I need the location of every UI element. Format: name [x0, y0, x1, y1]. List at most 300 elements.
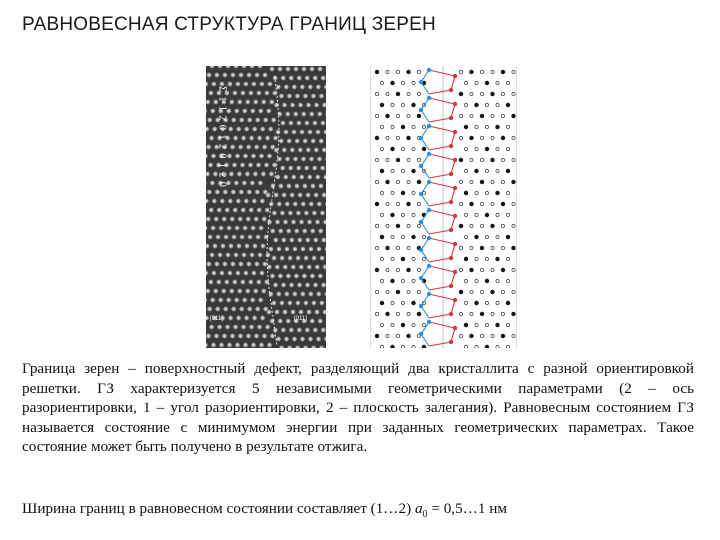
micrograph-atom-column	[304, 75, 310, 81]
lattice-atom-open	[401, 147, 404, 150]
micrograph-atom-column	[265, 252, 271, 258]
boundary-atom	[427, 320, 431, 324]
micrograph-atom-column	[248, 279, 254, 285]
micrograph-atom-column	[242, 153, 248, 159]
micrograph-atom-column	[269, 66, 275, 72]
lattice-atom-filled	[396, 290, 400, 294]
lattice-atom-open	[386, 136, 389, 139]
micrograph-atom-column	[215, 306, 221, 312]
micrograph-atom-column	[317, 66, 323, 72]
lattice-atom-filled	[475, 235, 479, 239]
micrograph-atom-column	[214, 72, 220, 78]
micrograph-atom-column	[238, 261, 244, 267]
lattice-atom-open	[375, 224, 378, 227]
micrograph-atom-column	[230, 261, 236, 267]
micrograph-atom-column	[296, 282, 302, 288]
lattice-atom-open	[375, 180, 378, 183]
lattice-atom-open	[396, 114, 399, 117]
lattice-atom-open	[401, 169, 404, 172]
lattice-atom-filled	[391, 147, 395, 151]
micrograph-atom-column	[282, 219, 288, 225]
lattice-atom-filled	[401, 191, 405, 195]
micrograph-atom-column	[315, 336, 321, 342]
micrograph-atom-column	[284, 156, 290, 162]
lattice-atom-open	[417, 268, 420, 271]
micrograph-atom-column	[211, 270, 217, 276]
micrograph-atom-column	[274, 309, 280, 315]
lattice-atom-open	[501, 224, 504, 227]
lattice-atom-open	[496, 81, 499, 84]
lattice-atom-filled	[412, 103, 416, 107]
lattice-atom-open	[480, 334, 483, 337]
micrograph-atom-column	[277, 66, 283, 72]
lattice-atom-open	[491, 180, 494, 183]
boundary-atom	[453, 102, 457, 106]
micrograph-atom-column	[300, 156, 306, 162]
micrograph-atom-column	[294, 93, 300, 99]
lattice-atom-open	[391, 103, 394, 106]
micrograph-atom-column	[287, 255, 293, 261]
micrograph-atom-column	[291, 84, 297, 90]
lattice-atom-filled	[380, 235, 384, 239]
lattice-atom-open	[459, 268, 462, 271]
micrograph-atom-column	[249, 252, 255, 258]
micrograph-atom-column	[220, 243, 226, 249]
micrograph-atom-column	[218, 342, 224, 348]
lattice-atom-filled	[512, 180, 516, 184]
micrograph-atom-column	[241, 180, 247, 186]
micrograph-right-direction-label: [011]	[294, 316, 307, 322]
micrograph-atom-column	[303, 300, 309, 306]
lattice-atom-open	[386, 92, 389, 95]
lattice-atom-filled	[380, 169, 384, 173]
lattice-atom-open	[512, 202, 515, 205]
micrograph-atom-column	[246, 72, 252, 78]
micrograph-atom-column	[309, 318, 315, 324]
lattice-atom-open	[475, 125, 478, 128]
lattice-atom-open	[512, 268, 515, 271]
lattice-atom-open	[501, 180, 504, 183]
micrograph-atom-column	[251, 270, 257, 276]
micrograph-atom-column	[240, 324, 246, 330]
micrograph-atom-column	[277, 273, 283, 279]
micrograph-atom-column	[312, 327, 318, 333]
micrograph-atom-column	[243, 315, 249, 321]
lattice-atom-filled	[375, 202, 379, 206]
lattice-atom-open	[401, 345, 404, 348]
lattice-atom-open	[401, 81, 404, 84]
micrograph-atom-column	[206, 261, 212, 267]
micrograph-atom-column	[271, 210, 277, 216]
micrograph-atom-column	[210, 342, 216, 348]
micrograph-atom-column	[241, 252, 247, 258]
lattice-atom-open	[375, 158, 378, 161]
lattice-atom-filled	[422, 147, 426, 151]
micrograph-atom-column	[284, 201, 290, 207]
micrograph-atom-column	[229, 216, 235, 222]
lattice-atom-open	[470, 114, 473, 117]
lattice-atom-open	[396, 246, 399, 249]
lattice-atom-open	[491, 202, 494, 205]
micrograph-atom-column	[247, 162, 253, 168]
micrograph-atom-column	[318, 228, 324, 234]
micrograph-atom-column	[267, 81, 273, 87]
micrograph-atom-column	[230, 72, 236, 78]
micrograph-atom-column	[313, 102, 319, 108]
lattice-atom-filled	[480, 180, 484, 184]
lattice-atom-open	[386, 202, 389, 205]
micrograph-atom-column	[208, 207, 214, 213]
boundary-atom	[449, 256, 453, 260]
micrograph-atom-column	[282, 264, 288, 270]
micrograph-atom-column	[279, 255, 285, 261]
lattice-atom-open	[501, 114, 504, 117]
micrograph-atom-column	[259, 270, 265, 276]
lattice-atom-filled	[485, 279, 489, 283]
boundary-atom	[449, 200, 453, 204]
micrograph-atom-column	[313, 237, 319, 243]
micrograph-atom-column	[297, 102, 303, 108]
micrograph-atom-column	[304, 165, 310, 171]
micrograph-atom-column	[309, 273, 315, 279]
micrograph-atom-column	[257, 252, 263, 258]
lattice-atom-open	[396, 202, 399, 205]
micrograph-atom-column	[281, 192, 287, 198]
micrograph-atom-column	[252, 126, 258, 132]
micrograph-atom-column	[302, 93, 308, 99]
micrograph-atom-column	[280, 120, 286, 126]
lattice-atom-filled	[459, 290, 463, 294]
lattice-atom-open	[464, 279, 467, 282]
micrograph-atom-column	[314, 264, 320, 270]
lattice-atom-filled	[485, 213, 489, 217]
micrograph-atom-column	[237, 333, 243, 339]
micrograph-atom-column	[269, 333, 275, 339]
boundary-atom	[419, 192, 423, 196]
micrograph-atom-column	[294, 228, 300, 234]
micrograph-atom-column	[256, 90, 262, 96]
micrograph-atom-column	[280, 75, 286, 81]
micrograph-atom-column	[285, 318, 291, 324]
lattice-atom-filled	[485, 345, 489, 348]
lattice-atom-filled	[375, 334, 379, 338]
micrograph-atom-column	[246, 189, 252, 195]
micrograph-atom-column	[221, 216, 227, 222]
micrograph-atom-column	[293, 111, 299, 117]
micrograph-atom-column	[291, 336, 297, 342]
micrograph-atom-column	[218, 225, 224, 231]
micrograph-atom-column	[245, 99, 251, 105]
micrograph-atom-column	[293, 273, 299, 279]
micrograph-atom-column	[274, 264, 280, 270]
micrograph-atom-column	[265, 192, 271, 198]
lattice-atom-filled	[501, 70, 505, 74]
lattice-atom-filled	[375, 70, 379, 74]
lattice-atom-open	[475, 213, 478, 216]
micrograph-atom-column	[254, 261, 260, 267]
micrograph-atom-column	[283, 336, 289, 342]
micrograph-atom-column	[315, 84, 321, 90]
lattice-atom-filled	[496, 191, 500, 195]
lattice-atom-open	[506, 323, 509, 326]
lattice-atom-open	[491, 334, 494, 337]
boundary-atom	[453, 74, 457, 78]
lattice-atom-open	[501, 246, 504, 249]
micrograph-atom-column	[255, 234, 261, 240]
micrograph-atom-column	[316, 156, 322, 162]
micrograph-atom-column	[286, 228, 292, 234]
micrograph-atom-column	[317, 318, 323, 324]
lattice-atom-open	[496, 213, 499, 216]
micrograph-atom-column	[228, 171, 234, 177]
micrograph-atom-column	[283, 129, 289, 135]
boundary-atom	[449, 312, 453, 316]
lattice-atom-open	[480, 136, 483, 139]
lattice-atom-filled	[485, 81, 489, 85]
micrograph-atom-column	[260, 171, 266, 177]
micrograph-atom-column	[221, 288, 227, 294]
micrograph-atom-column	[285, 111, 291, 117]
micrograph-atom-column	[301, 111, 307, 117]
lattice-atom-filled	[386, 246, 390, 250]
micrograph-atom-column	[289, 237, 295, 243]
lattice-atom-filled	[512, 312, 516, 316]
lattice-atom-open	[485, 235, 488, 238]
micrograph-atom-column	[207, 306, 213, 312]
lattice-atom-open	[401, 279, 404, 282]
grain-boundary-lattice-diagram	[370, 66, 517, 348]
micrograph-atom-column	[254, 189, 260, 195]
micrograph-atom-column	[232, 279, 238, 285]
micrograph-atom-column	[208, 324, 214, 330]
micrograph-atom-column	[279, 210, 285, 216]
micrograph-atom-column	[207, 234, 213, 240]
micrograph-atom-column	[305, 237, 311, 243]
micrograph-atom-column	[264, 90, 270, 96]
micrograph-atom-column	[243, 198, 249, 204]
micrograph-atom-column	[310, 228, 316, 234]
micrograph-atom-column	[271, 255, 277, 261]
boundary-atom	[449, 228, 453, 232]
micrograph-atom-column	[270, 228, 276, 234]
micrograph-atom-column	[285, 66, 291, 72]
micrograph-atom-column	[227, 81, 233, 87]
lattice-atom-open	[491, 114, 494, 117]
lattice-atom-open	[412, 81, 415, 84]
micrograph-atom-column	[291, 129, 297, 135]
lattice-atom-filled	[407, 202, 411, 206]
lattice-atom-filled	[491, 290, 495, 294]
lattice-atom-open	[470, 246, 473, 249]
micrograph-atom-column	[239, 306, 245, 312]
lattice-atom-filled	[401, 257, 405, 261]
micrograph-atom-column	[224, 207, 230, 213]
micrograph-atom-column	[313, 192, 319, 198]
boundary-atom	[427, 124, 431, 128]
micrograph-atom-column	[253, 99, 259, 105]
micrograph-atom-column	[213, 333, 219, 339]
micrograph-atom-column	[250, 153, 256, 159]
micrograph-atom-column	[299, 174, 305, 180]
micrograph-atom-column	[320, 120, 326, 126]
micrograph-atom-column	[305, 102, 311, 108]
micrograph-atom-column	[251, 81, 257, 87]
micrograph-atom-column	[226, 225, 232, 231]
micrograph-atom-column	[232, 324, 238, 330]
lattice-atom-open	[496, 103, 499, 106]
boundary-atom	[449, 172, 453, 176]
micrograph-atom-column	[224, 279, 230, 285]
lattice-atom-open	[485, 257, 488, 260]
micrograph-atom-column	[309, 111, 315, 117]
micrograph-atom-column	[244, 171, 250, 177]
micrograph-atom-column	[209, 252, 215, 258]
micrograph-atom-column	[269, 273, 275, 279]
micrograph-atom-column	[227, 315, 233, 321]
micrograph-atom-column	[255, 162, 261, 168]
micrograph-atom-column	[222, 72, 228, 78]
micrograph-atom-column	[208, 135, 214, 141]
lattice-atom-open	[417, 70, 420, 73]
micrograph-atom-column	[234, 297, 240, 303]
micrograph-atom-column	[272, 282, 278, 288]
lattice-atom-filled	[506, 169, 510, 173]
lattice-atom-filled	[512, 246, 516, 250]
micrograph-atom-column	[304, 282, 310, 288]
micrograph-atom-column	[319, 210, 325, 216]
micrograph-atom-column	[295, 210, 301, 216]
micrograph-atom-column	[296, 120, 302, 126]
lattice-diagram-graphic	[371, 66, 516, 348]
micrograph-atom-column	[227, 198, 233, 204]
micrograph-atom-column	[290, 309, 296, 315]
micrograph-atom-column	[252, 171, 258, 177]
lattice-atom-filled	[391, 81, 395, 85]
lattice-atom-open	[470, 312, 473, 315]
micrograph-atom-column	[278, 93, 284, 99]
micrograph-atom-column	[299, 129, 305, 135]
lattice-atom-filled	[396, 92, 400, 96]
lattice-atom-filled	[491, 224, 495, 228]
micrograph-atom-column	[233, 180, 239, 186]
boundary-atom	[453, 130, 457, 134]
micrograph-atom-column	[308, 201, 314, 207]
micrograph-atom-column	[258, 297, 264, 303]
lattice-atom-open	[407, 92, 410, 95]
lattice-atom-open	[412, 147, 415, 150]
micrograph-atom-column	[259, 315, 265, 321]
lattice-atom-filled	[407, 334, 411, 338]
micrograph-atom-column	[258, 225, 264, 231]
lattice-atom-filled	[491, 92, 495, 96]
micrograph-atom-column	[219, 270, 225, 276]
lattice-atom-open	[380, 279, 383, 282]
micrograph-atom-column	[242, 225, 248, 231]
lattice-atom-filled	[391, 345, 395, 348]
lattice-atom-open	[464, 81, 467, 84]
micrograph-atom-column	[311, 300, 317, 306]
boundary-atom	[427, 264, 431, 268]
lattice-atom-open	[464, 169, 467, 172]
lattice-atom-open	[496, 301, 499, 304]
micrograph-atom-column	[237, 216, 243, 222]
micrograph-atom-column	[246, 261, 252, 267]
micrograph-atom-column	[229, 99, 235, 105]
lattice-atom-filled	[480, 114, 484, 118]
lattice-atom-open	[412, 257, 415, 260]
micrograph-atom-column	[309, 66, 315, 72]
boundary-atom	[419, 80, 423, 84]
lattice-atom-filled	[412, 169, 416, 173]
lattice-atom-open	[422, 323, 425, 326]
micrograph-atom-column	[272, 135, 278, 141]
micrograph-atom-column	[289, 147, 295, 153]
micrograph-atom-column	[207, 162, 213, 168]
micrograph-atom-column	[255, 306, 261, 312]
micrograph-atom-column	[298, 219, 304, 225]
micrograph-atom-column	[250, 342, 256, 348]
lattice-atom-filled	[417, 180, 421, 184]
lattice-atom-filled	[496, 257, 500, 261]
micrograph-atom-column	[308, 156, 314, 162]
micrograph-atom-column	[295, 255, 301, 261]
micrograph-atom-column	[277, 111, 283, 117]
micrograph-atom-column	[286, 183, 292, 189]
lattice-atom-filled	[391, 279, 395, 283]
micrograph-atom-column	[315, 174, 321, 180]
micrograph-atom-column	[306, 219, 312, 225]
micrograph-atom-column	[273, 102, 279, 108]
micrograph-atom-column	[313, 147, 319, 153]
boundary-atom	[419, 248, 423, 252]
micrograph-atom-column	[286, 138, 292, 144]
lattice-atom-open	[475, 257, 478, 260]
lattice-atom-filled	[496, 323, 500, 327]
lattice-atom-open	[375, 114, 378, 117]
micrograph-atom-column	[231, 162, 237, 168]
boundary-atom	[453, 186, 457, 190]
micrograph-atom-column	[253, 144, 259, 150]
boundary-atom	[419, 276, 423, 280]
micrograph-atom-column	[285, 273, 291, 279]
micrograph-atom-column	[215, 234, 221, 240]
micrograph-atom-column	[242, 297, 248, 303]
micrograph-atom-column	[268, 246, 274, 252]
lattice-atom-filled	[480, 312, 484, 316]
boundary-width-statement	[22, 500, 702, 520]
micrograph-atom-column	[250, 225, 256, 231]
micrograph-atom-column	[301, 66, 307, 72]
micrograph-atom-column	[316, 246, 322, 252]
lattice-atom-filled	[417, 114, 421, 118]
lattice-atom-open	[485, 103, 488, 106]
boundary-atom	[453, 242, 457, 246]
lattice-atom-open	[375, 246, 378, 249]
micrograph-atom-column	[258, 153, 264, 159]
micrograph-atom-column	[236, 126, 242, 132]
micrograph-atom-column	[296, 327, 302, 333]
lattice-atom-filled	[375, 136, 379, 140]
lattice-atom-filled	[401, 125, 405, 129]
micrograph-atom-column	[288, 120, 294, 126]
micrograph-atom-column	[290, 219, 296, 225]
micrograph-atom-column	[284, 291, 290, 297]
micrograph-atom-column	[310, 138, 316, 144]
micrograph-atom-column	[277, 318, 283, 324]
lattice-atom-filled	[470, 136, 474, 140]
micrograph-atom-column	[256, 135, 262, 141]
micrograph-atom-column	[316, 291, 322, 297]
